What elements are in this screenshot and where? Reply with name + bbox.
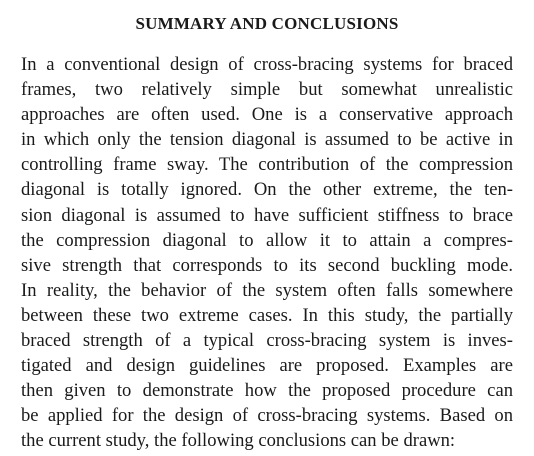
- paragraph-line: between these two extreme cases. In this study, the partially: [21, 304, 513, 326]
- paragraph-line: be applied for the design of cross-bracing systems. Based on: [21, 405, 513, 427]
- paragraph-line: In a conventional design of cross-bracing systems for braced: [21, 54, 513, 75]
- paragraph-line: frames, two relatively simple but somewhat unrealistic: [21, 79, 513, 101]
- paragraph-line: In reality, the behavior of the system often falls somewhere: [21, 279, 513, 301]
- paragraph-line: tigated and design guidelines are proposed. Examples are: [21, 355, 513, 377]
- section-heading: SUMMARY AND CONCLUSIONS: [135, 14, 399, 33]
- paragraph-line: sion diagonal is assumed to have sufficient stiffness to brace: [21, 204, 513, 226]
- summary-paragraph: [21, 52, 513, 454]
- paragraph-line: the compression diagonal to allow it to attain a compres-: [21, 229, 513, 251]
- paragraph-line: diagonal is totally ignored. On the other extreme, the ten-: [21, 179, 513, 201]
- paragraph-line: the current study, the following conclusions can be drawn:: [21, 430, 456, 452]
- paragraph-line: controlling frame sway. The contribution of the compression: [21, 154, 513, 176]
- paragraph-line: braced strength of a typical cross-bracing system is inves-: [21, 330, 513, 352]
- paragraph-line: in which only the tension diagonal is assumed to be active in: [21, 129, 513, 151]
- paragraph-line: then given to demonstrate how the proposed procedure can: [21, 380, 513, 402]
- paragraph-line: approaches are often used. One is a conservative approach: [21, 104, 513, 126]
- paragraph-line: sive strength that corresponds to its second buckling mode.: [21, 254, 513, 276]
